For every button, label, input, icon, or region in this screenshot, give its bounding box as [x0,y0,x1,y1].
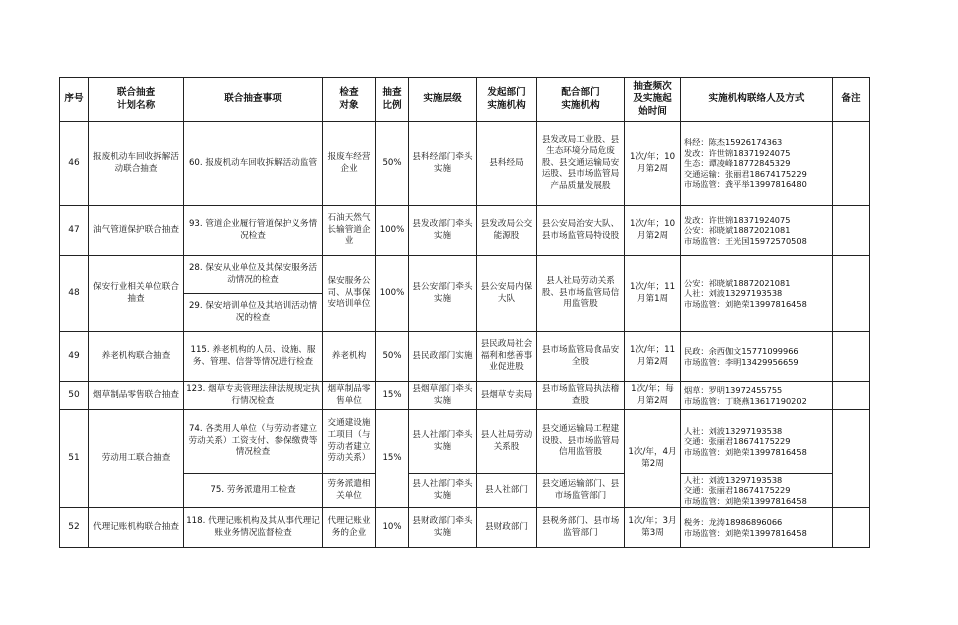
cell-item: 29. 保安培训单位及其培训活动情况的检查 [184,294,323,332]
cell-initiator: 县财政部门 [477,508,537,548]
cell-target: 烟草制品零售单位 [323,382,376,410]
table-row [60,332,870,382]
cell-plan: 劳动用工联合抽查 [89,410,184,508]
cell-item: 118. 代理记账机构及其从事代理记账业务情况监督检查 [184,508,323,548]
cell-remark [833,410,870,508]
table-row [60,508,870,548]
header-target: 检查 对象 [323,78,376,122]
cell-freq: 1次/年；11月第2周 [625,332,681,382]
cell-initiator: 县人社部门 [477,474,537,508]
header-plan: 联合抽查 计划名称 [89,78,184,122]
cell-freq: 1次/年；10月第2周 [625,206,681,256]
cell-remark [833,508,870,548]
table-row [60,206,870,256]
cell-item: 115. 养老机构的人员、设施、服务、管理、信誉等情况进行检查 [184,332,323,382]
cell-target: 保安服务公司、从事保安培训单位 [323,256,376,332]
cell-contacts: 人社：刘波13297193538 交通：张丽君18674175229 市场监管：刘艳荣13997816458 [681,474,833,508]
cell-contacts: 发改：许世锦18371924075 公安：祁晓斌18872021081 市场监管：王光国15972570508 [681,206,833,256]
cell-item: 93. 管道企业履行管道保护义务情况检查 [184,206,323,256]
cell-level: 县财政部门牵头实施 [409,508,477,548]
cell-target: 石油天然气长输管道企业 [323,206,376,256]
cell-initiator: 县公安局内保大队 [477,256,537,332]
cell-coop: 县交通运输部门、县市场监管部门 [537,474,625,508]
table-row [60,410,870,474]
cell-initiator: 县人社局劳动关系股 [477,410,537,474]
cell-target: 报废车经营企业 [323,122,376,206]
cell-freq: 1次/年；3月第3周 [625,508,681,548]
table-row [60,122,870,206]
cell-ratio: 100% [376,256,409,332]
cell-remark [833,256,870,332]
cell-level: 县人社部门牵头实施 [409,474,477,508]
cell-item: 75. 劳务派遣用工检查 [184,474,323,508]
cell-coop: 县市场监管局食品安全股 [537,332,625,382]
table-row [60,256,870,294]
header-item: 联合抽查事项 [184,78,323,122]
cell-ratio: 15% [376,410,409,508]
cell-level: 县民政部门实施 [409,332,477,382]
cell-seq: 47 [60,206,89,256]
header-coop: 配合部门 实施机构 [537,78,625,122]
cell-freq: 1次/年；11月第1周 [625,256,681,332]
cell-seq: 48 [60,256,89,332]
cell-ratio: 50% [376,122,409,206]
cell-target: 养老机构 [323,332,376,382]
cell-contacts: 科经：陈杰15926174363 发改：许世锦18371924075 生态：谭凌峰18772845329 交通运输：张丽君18674175229 市场监管：龚平举13997816480 [681,122,833,206]
cell-item: 123. 烟草专卖管理法律法规规定执行情况检查 [184,382,323,410]
header-contacts: 实施机构联络人及方式 [681,78,833,122]
cell-contacts: 人社：刘波13297193538 交通：张丽君18674175229 市场监管：刘艳荣13997816458 [681,410,833,474]
cell-plan: 烟草制品零售联合抽查 [89,382,184,410]
cell-freq: 1次/年，4月第2周 [625,410,681,508]
cell-coop: 县税务部门、县市场监管部门 [537,508,625,548]
cell-initiator: 县烟草专卖局 [477,382,537,410]
header-ratio: 抽查 比例 [376,78,409,122]
cell-target: 劳务派遣相关单位 [323,474,376,508]
header-initiator: 发起部门 实施机构 [477,78,537,122]
cell-remark [833,206,870,256]
cell-ratio: 100% [376,206,409,256]
header-freq: 抽查频次 及实施起 始时间 [625,78,681,122]
cell-level: 县人社部门牵头实施 [409,410,477,474]
cell-seq: 50 [60,382,89,410]
cell-item: 74. 各类用人单位（与劳动者建立劳动关系）工资支付、参保缴费等情况检查 [184,410,323,474]
cell-ratio: 15% [376,382,409,410]
cell-plan: 养老机构联合抽查 [89,332,184,382]
cell-initiator: 县发改局公交能源股 [477,206,537,256]
cell-coop: 县人社局劳动关系股、县市场监管局信用监管股 [537,256,625,332]
cell-coop: 县市场监管局执法稽查股 [537,382,625,410]
header-seq: 序号 [60,78,89,122]
cell-initiator: 县民政局社会福利和慈善事业促进股 [477,332,537,382]
cell-plan: 油气管道保护联合抽查 [89,206,184,256]
cell-level: 县科经部门牵头实施 [409,122,477,206]
cell-seq: 51 [60,410,89,508]
cell-contacts: 烟草：罗明13972455755 市场监管：丁晓燕13617190202 [681,382,833,410]
cell-coop: 县发改局工业股、县生态环境分局危废股、县交通运输局安运股、县市场监管局产品质量发展股 [537,122,625,206]
inspection-plan-table [59,77,870,548]
cell-remark [833,382,870,410]
table-row [60,382,870,410]
header-remark: 备注 [833,78,870,122]
cell-level: 县公安部门牵头实施 [409,256,477,332]
cell-coop: 县交通运输局工程建设股、县市场监管局信用监管股 [537,410,625,474]
cell-item: 28. 保安从业单位及其保安服务活动情况的检查 [184,256,323,294]
cell-plan: 代理记账机构联合抽查 [89,508,184,548]
header-level: 实施层级 [409,78,477,122]
cell-plan: 报废机动车回收拆解活动联合抽查 [89,122,184,206]
cell-freq: 1次/年；每月第2周 [625,382,681,410]
cell-remark [833,332,870,382]
cell-item: 60. 报废机动车回收拆解活动监管 [184,122,323,206]
cell-plan: 保安行业相关单位联合抽查 [89,256,184,332]
cell-seq: 49 [60,332,89,382]
cell-target: 交通建设施工项目（与劳动者建立劳动关系） [323,410,376,474]
cell-target: 代理记账业务的企业 [323,508,376,548]
cell-level: 县烟草部门牵头实施 [409,382,477,410]
cell-contacts: 公安：祁晓斌18872021081 人社：刘波13297193538 市场监管：刘艳荣13997816458 [681,256,833,332]
cell-remark [833,122,870,206]
cell-contacts: 民政：余西伽文15771099966 市场监管：李明13429956659 [681,332,833,382]
cell-coop: 县公安局治安大队、县市场监管局特设股 [537,206,625,256]
table-header-row [60,78,870,122]
cell-seq: 46 [60,122,89,206]
cell-freq: 1次/年；10月第2周 [625,122,681,206]
cell-level: 县发改部门牵头实施 [409,206,477,256]
cell-contacts: 税务：龙涛18986896066 市场监管：刘艳荣13997816458 [681,508,833,548]
cell-seq: 52 [60,508,89,548]
cell-ratio: 50% [376,332,409,382]
cell-ratio: 10% [376,508,409,548]
cell-initiator: 县科经局 [477,122,537,206]
